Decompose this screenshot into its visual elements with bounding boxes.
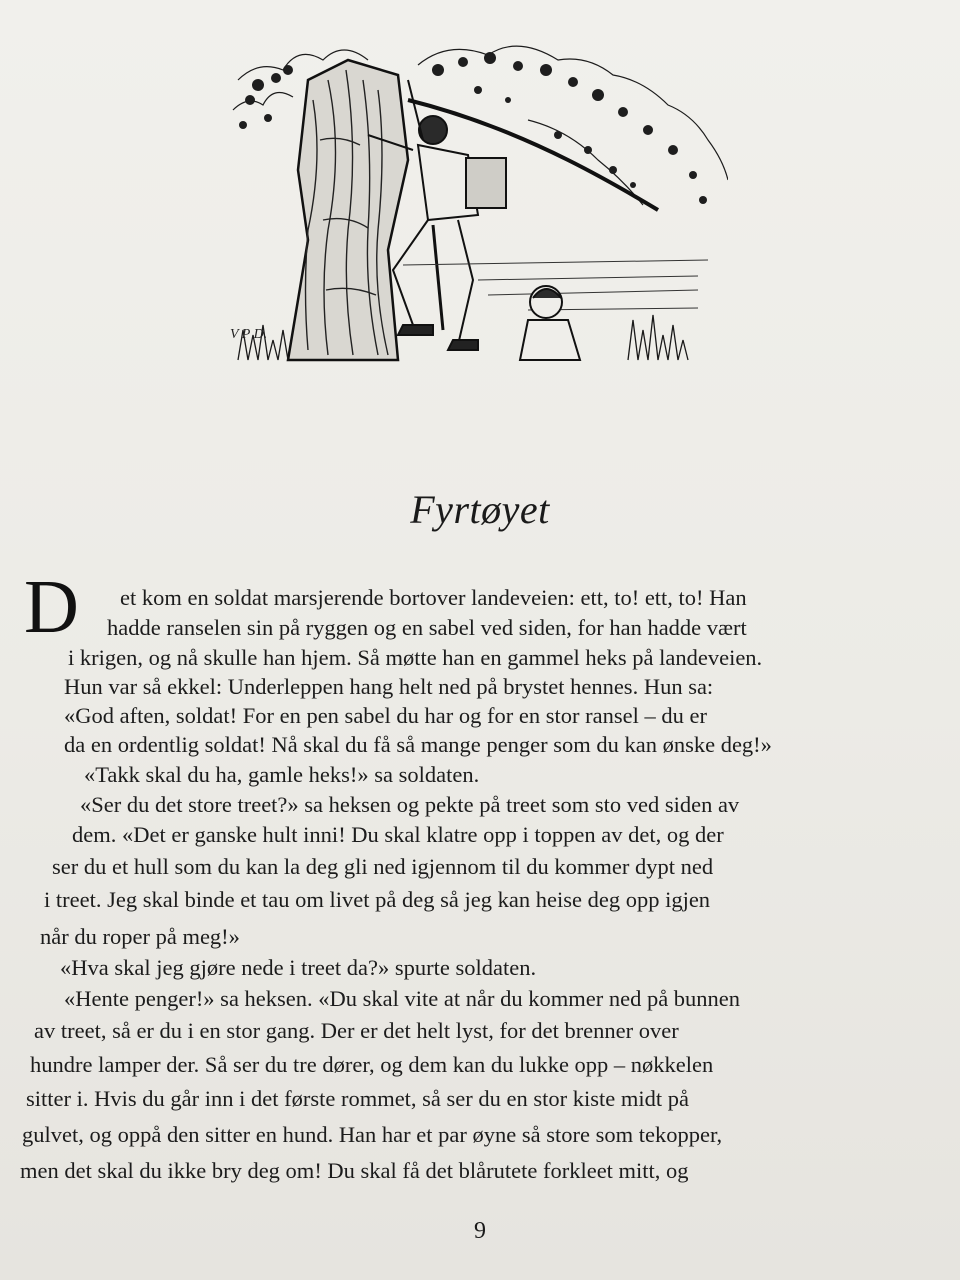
illustration-signature: V P D.	[230, 327, 268, 342]
text-line: hundre lamper der. Så ser du tre dører, og dem kan du lukke opp – nøkkelen	[30, 1052, 714, 1077]
text-line: da en ordentlig soldat! Nå skal du få så mange penger som du kan ønske deg!»	[64, 732, 772, 757]
text-line: av treet, så er du i en stor gang. Der er det helt lyst, for det brenner over	[34, 1018, 679, 1043]
chapter-title: Fyrtøyet	[410, 487, 550, 532]
text-line: «God aften, soldat! For en pen sabel du har og for en stor ransel – du er	[64, 703, 707, 728]
page-number: 9	[474, 1218, 486, 1244]
text-line: dem. «Det er ganske hult inni! Du skal klatre opp i toppen av det, og der	[72, 822, 724, 847]
story-illustration	[228, 40, 728, 365]
text-line: hadde ranselen sin på ryggen og en sabel ved siden, for han hadde vært	[107, 615, 747, 640]
text-line: ser du et hull som du kan la deg gli ned igjennom til du kommer dypt ned	[52, 854, 714, 879]
text-line: et kom en soldat marsjerende bortover landeveien: ett, to! ett, to! Han	[120, 585, 747, 610]
text-line: i treet. Jeg skal binde et tau om livet på deg så jeg kan heise deg opp igjen	[44, 887, 711, 912]
text-line: men det skal du ikke bry deg om! Du skal få det blårutete forkleet mitt, og	[20, 1158, 689, 1183]
text-line: Hun var så ekkel: Underleppen hang helt ned på brystet hennes. Hun sa:	[64, 674, 714, 699]
drop-cap: D	[24, 565, 79, 649]
text-line: når du roper på meg!»	[40, 924, 240, 949]
text-line: gulvet, og oppå den sitter en hund. Han har et par øyne så store som tekopper,	[22, 1122, 723, 1147]
text-line: i krigen, og nå skulle han hjem. Så møtte han en gammel heks på landeveien.	[68, 645, 763, 670]
text-line: «Hva skal jeg gjøre nede i treet da?» spurte soldaten.	[60, 955, 537, 980]
text-line: sitter i. Hvis du går inn i det første rommet, så ser du en stor kiste midt på	[26, 1086, 690, 1111]
text-line: «Hente penger!» sa heksen. «Du skal vite at når du kommer ned på bunnen	[64, 986, 741, 1011]
text-line: «Takk skal du ha, gamle heks!» sa soldaten.	[84, 762, 480, 787]
text-line: «Ser du det store treet?» sa heksen og pekte på treet som sto ved siden av	[80, 792, 740, 817]
